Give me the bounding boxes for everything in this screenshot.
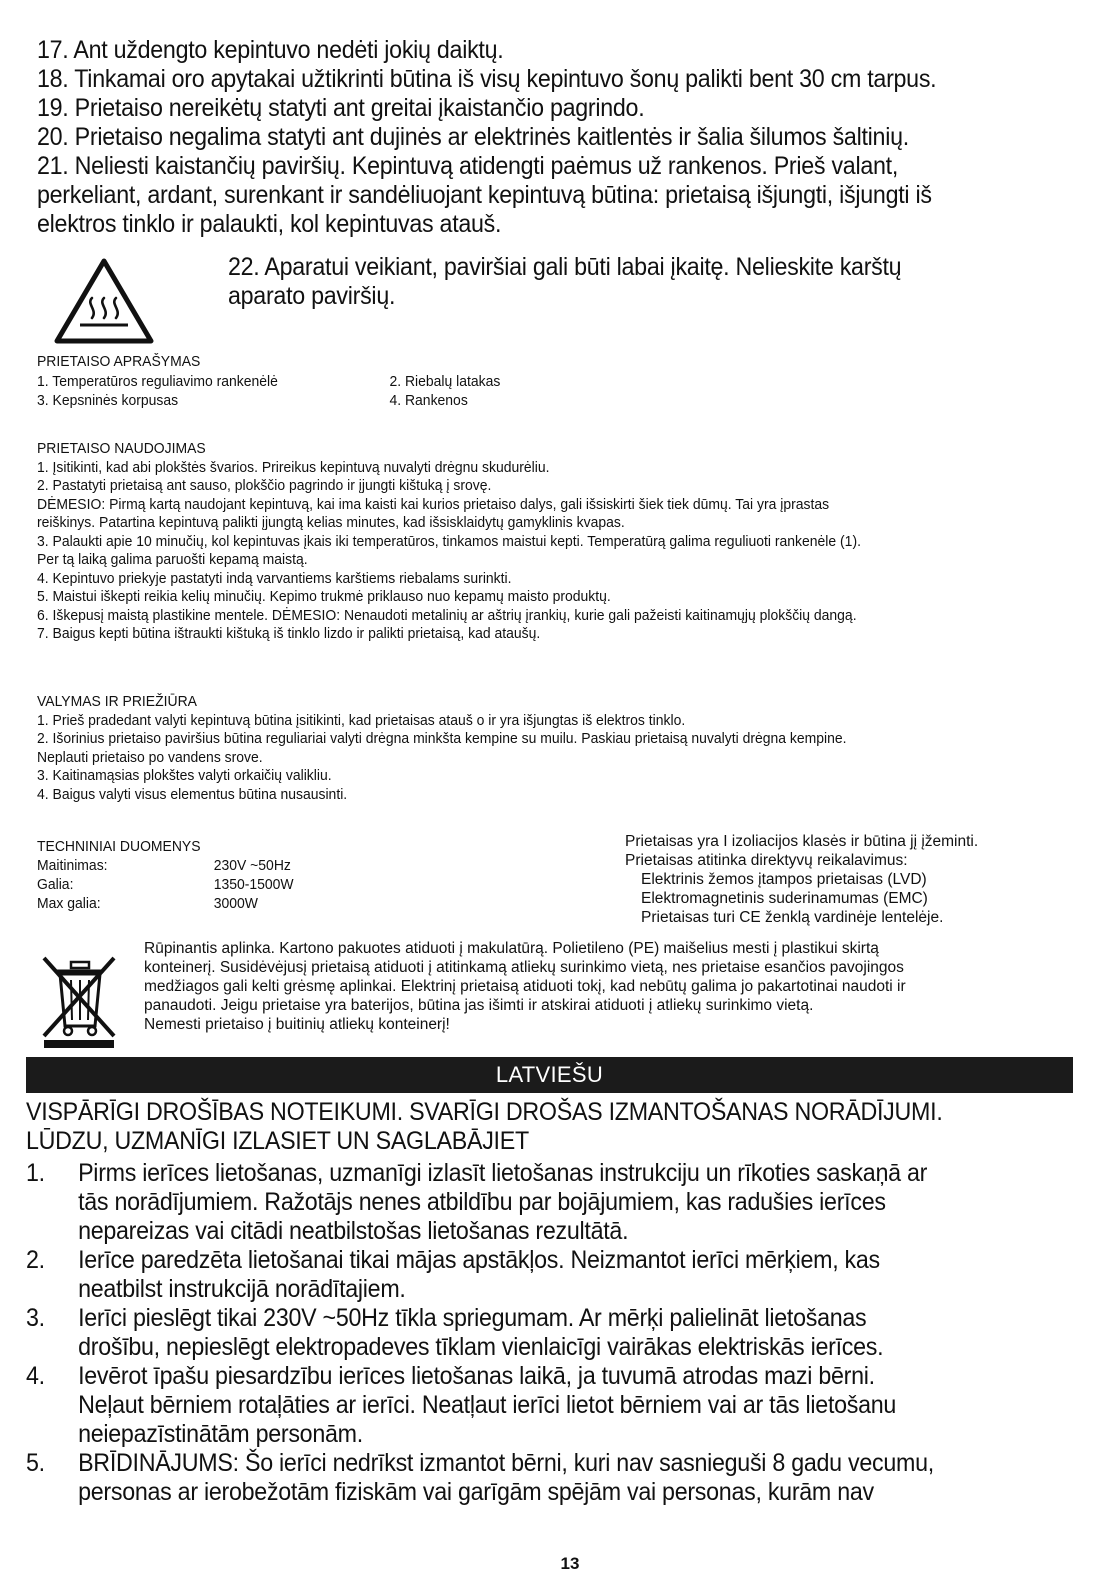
lv-heading-line: LŪDZU, UZMANĪGI IZLASIET UN SAGLABĀJIET [26, 1127, 529, 1155]
lv-heading-line: VISPĀRĪGI DROŠĪBAS NOTEIKUMI. SVARĪGI DROŠAS IZMANTOŠANAS NORĀDĪJUMI. [26, 1098, 943, 1126]
cleaning-line: 4. Baigus valyti visus elementus būtina nusausinti. [37, 785, 348, 803]
tech-key: Galia: [37, 875, 74, 893]
usage-line: DĖMESIO: Pirmą kartą naudojant kepintuvą, kai ima kaisti kai kurios prietaiso dalys, gali išsiskirti šiek tiek dūmų. Tai yra įprastas [37, 495, 830, 513]
item-number: 3. [26, 1304, 45, 1332]
item-line: BRĪDINĀJUMS: Šo ierīci nedrīkst izmantot bērni, kuri nav sasnieguši 8 gadu vecumu, [78, 1449, 934, 1477]
safety-item-line: 22. Aparatui veikiant, paviršiai gali būti labai įkaitę. Nelieskite karštų [228, 253, 902, 281]
safety-item-line: 21. Neliesti kaistančių paviršių. Kepintuvą atidengti paėmus už rankenos. Prieš valant, [37, 152, 899, 180]
environment-line: panaudoti. Jeigu prietaise yra baterijos, būtina jas išimti ir atskirai atiduoti į atliekų surinkimo vietą. [144, 997, 814, 1014]
section-title: TECHNINIAI DUOMENYS [37, 838, 201, 855]
part-item: 3. Kepsninės korpusas [37, 391, 179, 409]
weee-bin-icon [38, 954, 120, 1055]
section-title: VALYMAS IR PRIEŽIŪRA [37, 693, 197, 710]
cleaning-line: 1. Prieš pradedant valyti kepintuvą būtina įsitikinti, kad prietaisas atauš o ir yra išjungtas iš elektros tinklo. [37, 711, 686, 729]
part-item: 4. Rankenos [389, 391, 468, 409]
language-label: LATVIEŠU [495, 1062, 604, 1087]
parts-row [37, 392, 688, 411]
list-item [26, 1159, 1030, 1246]
usage-line: 1. Įsitikinti, kad abi plokštės švarios. Prireikus kepintuvą nuvalyti drėgnu skudurėliu. [37, 458, 550, 476]
tech-value: 230V ~50Hz [213, 856, 291, 874]
safety-item-line: 20. Prietaiso negalima statyti ant dujinės ar elektrinės kaitlentės ir šalia šilumos šaltinių. [37, 123, 909, 151]
item-line: personas ar ierobežotām fiziskām vai garīgām spējām vai personas, kurām nav [78, 1478, 874, 1506]
tech-row [37, 895, 558, 914]
tech-key: Maitinimas: [37, 856, 108, 874]
usage-section [37, 440, 1060, 644]
lv-heading [26, 1098, 943, 1156]
cleaning-line: Neplauti prietaiso po vandens srove. [37, 748, 263, 766]
item-line: neiepazīstinātām personām. [78, 1420, 363, 1448]
parts-row [37, 373, 688, 392]
cleaning-line: 3. Kaitinamąsias plokštes valyti orkaičių valikliu. [37, 767, 332, 784]
usage-line: 5. Maistui iškepti reikia kelių minučių. Kepimo trukmė priklauso nuo kepamų maisto produktų. [37, 588, 611, 605]
page-number: 13 [560, 1554, 580, 1573]
compliance-line: Prietaisas turi CE ženklą vardinėje lentelėje. [641, 909, 944, 926]
compliance-line: Elektromagnetinis suderinamumas (EMC) [641, 890, 928, 907]
tech-key: Max galia: [37, 894, 101, 912]
item-line: neatbilst instrukcijā norādītajiem. [78, 1275, 406, 1303]
usage-line: reiškinys. Patartina kepintuvą palikti įjungtą kelias minutes, kad išsisklaidytų gamyklinis kvapas. [37, 514, 625, 531]
item-line: tās norādījumiem. Ražotājs nenes atbildību par bojājumiem, kas radušies ierīces [78, 1188, 886, 1216]
safety-item-line: perkeliant, ardant, surenkant ir sandėliuojant kepintuvą būtina: prietaisą išjungti, išjungti iš [37, 181, 932, 209]
item-line: Ierīci pieslēgt tikai 230V ~50Hz tīkla spriegumam. Ar mērķi palielināt lietošanas [78, 1304, 867, 1332]
cleaning-section [37, 693, 1060, 804]
item-number: 4. [26, 1362, 45, 1390]
safety-item-line: aparato paviršių. [228, 282, 396, 310]
usage-line: Per tą laiką galima paruošti kepamą maistą. [37, 551, 308, 568]
environment-line: konteinerį. Susidėvėjusį prietaisą atiduoti į atitinkamą atliekų surinkimo vietą, nes prietaise esančios pavojingos [144, 959, 904, 976]
tech-value: 1350-1500W [213, 875, 294, 893]
item-line: nepareizas vai citādi neatbilstošas lietošanas rezultātā. [78, 1217, 629, 1245]
usage-line: 3. Palaukti apie 10 minučių, kol kepintuvas įkais iki temperatūros, tinkamos maistui kepti. Temperatūrą galima reguliuoti rankenėle (1). [37, 532, 861, 550]
language-section-bar [26, 1057, 1073, 1093]
environment-line: Nemesti prietaiso į buitinių atliekų konteinerį! [144, 1016, 450, 1033]
parts-list [37, 373, 688, 410]
environment-line: medžiagos gali kelti grėsmę aplinkai. Elektrinį prietaisą atiduoti tokį, kad nebūtų galima jo pakartotinai naudoti ir [144, 978, 906, 995]
description-section [37, 353, 1060, 372]
safety-item-line: 17. Ant uždengto kepintuvo nedėti jokių daiktų. [37, 36, 504, 64]
list-item [26, 1246, 1030, 1304]
item-line: drošību, nepieslēgt elektropadeves tīklam vienlaicīgi vairākas elektriskās ierīces. [78, 1333, 884, 1361]
compliance-line: Prietaisas yra I izoliacijos klasės ir būtina jį įžeminti. [625, 833, 979, 850]
item-number: 5. [26, 1449, 45, 1477]
item-line: Pirms ierīces lietošanas, uzmanīgi izlasīt lietošanas instrukciju un rīkoties saskaņā ar [78, 1159, 928, 1187]
safety-item-line: elektros tinklo ir palaukti, kol kepintuvas atauš. [37, 210, 502, 238]
item-line: Ierīce paredzēta lietošanai tikai mājas apstākļos. Neizmantot ierīci mērķiem, kas [78, 1246, 880, 1274]
safety-item-line: 18. Tinkamai oro apytakai užtikrinti būtina iš visų kepintuvo šonų palikti bent 30 cm tarpus. [37, 65, 937, 93]
list-item [26, 1304, 1030, 1362]
cleaning-line: 2. Išorinius prietaiso paviršius būtina reguliariai valyti drėgna minkšta kempine su muilu. Paskiau prietaisą nuvalyti drėgna kempine. [37, 730, 847, 747]
usage-line: 4. Kepintuvo priekyje pastatyti indą varvantiems karštiems riebalams surinkti. [37, 569, 512, 587]
safety-item-line: 19. Prietaiso nereikėtų statyti ant greitai įkaistančio pagrindo. [37, 94, 645, 122]
item-line: Neļaut bērniem rotaļāties ar ierīci. Neatļaut ierīci lietot bērniem vai ar tās lietošanu [78, 1391, 897, 1419]
compliance-notes [625, 832, 1105, 927]
environment-line: Rūpinantis aplinka. Kartono pakuotes atiduoti į makulatūrą. Polietileno (PE) maišelius mesti į plastikui skirtą [144, 940, 879, 957]
item-line: Ievērot īpašu piesardzību ierīces lietošanas laikā, ja tuvumā atrodas mazi bērni. [78, 1362, 875, 1390]
section-title: PRIETAISO NAUDOJIMAS [37, 440, 206, 457]
compliance-line: Elektrinis žemos įtampos prietaisas (LVD) [641, 871, 927, 888]
part-item: 1. Temperatūros reguliavimo rankenėlė [37, 373, 278, 390]
usage-line: 7. Baigus kepti būtina ištraukti kištuką iš tinklo lizdo ir palikti prietaisą, kad ataušų. [37, 625, 541, 642]
list-item [26, 1362, 1030, 1449]
tech-row [37, 857, 558, 876]
lv-safety-list [26, 1159, 1030, 1507]
hot-surface-warning-icon [52, 256, 156, 351]
usage-line: 6. Iškepusį maistą plastikine mentele. DĖMESIO: Nenaudoti metalinių ar aštrių įrankių, kurie gali pažeisti kaitinamųjų plokščių dangą. [37, 606, 857, 624]
usage-line: 2. Pastatyti prietaisą ant sauso, plokščio pagrindo ir įjungti kištuką į srovę. [37, 477, 492, 494]
environment-note [144, 939, 1104, 1034]
tech-data-section [37, 838, 558, 914]
part-item: 2. Riebalų latakas [389, 373, 501, 390]
section-title: PRIETAISO APRAŠYMAS [37, 353, 201, 370]
item-number: 1. [26, 1159, 45, 1187]
compliance-line: Prietaisas atitinka direktyvų reikalavimus: [625, 852, 908, 869]
item-number: 2. [26, 1246, 45, 1274]
tech-value: 3000W [213, 894, 258, 912]
safety-items-17-21 [37, 36, 1060, 239]
list-item [26, 1449, 1030, 1507]
tech-row [37, 876, 558, 895]
safety-item-22 [228, 253, 901, 311]
